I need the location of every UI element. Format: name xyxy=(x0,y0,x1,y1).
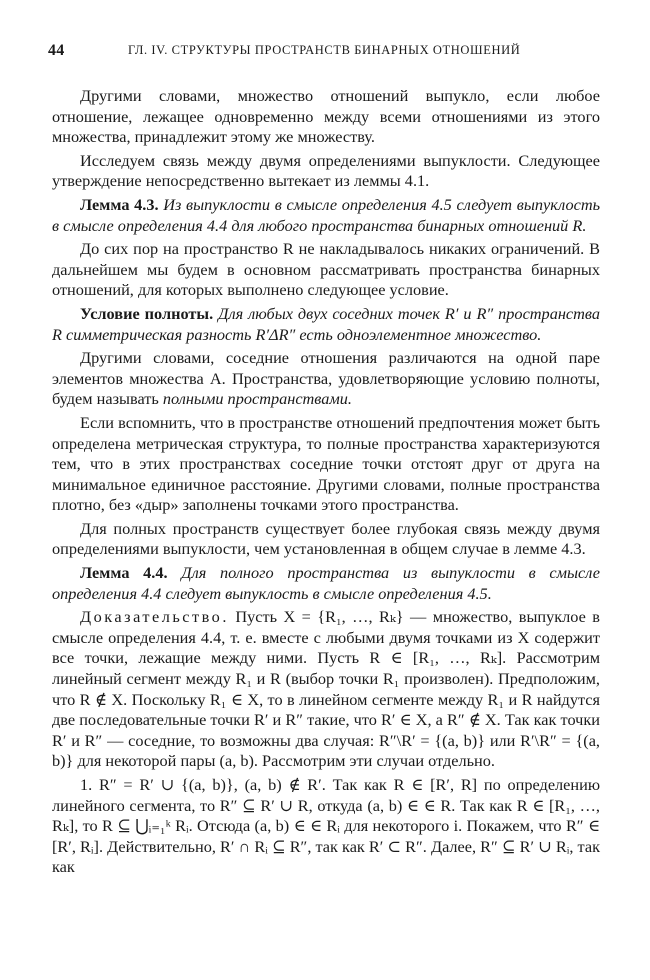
running-header xyxy=(48,42,602,66)
completeness-condition xyxy=(52,304,600,345)
lemma-statement: Из выпуклости в смысле определения 4.5 следует выпуклость в смысле определения 4.4 для любого пространства бинарных отношений R. xyxy=(52,194,600,235)
proof xyxy=(52,607,600,772)
page-body xyxy=(52,86,600,881)
condition-label: Условие полноты. xyxy=(80,303,214,323)
paragraph: Если вспомнить, что в пространстве отношений предпочтения может быть определена метрическая структура, то полные пространства характеризуются тем, что в этих пространствах соседние точки отстоят друг от друга на минимальное единичное расстояние. Другими словами, полные пространства плотно, без «дыр» заполнены точками этого пространства. xyxy=(52,412,600,515)
running-title: ГЛ. IV. СТРУКТУРЫ ПРОСТРАНСТВ БИНАРНЫХ ОТНОШЕНИЙ xyxy=(128,43,521,57)
page-number: 44 xyxy=(48,42,65,59)
paragraph: Исследуем связь между двумя определениями выпуклости. Следующее утверждение непосредственно вытекает из леммы 4.1. xyxy=(52,150,600,191)
proof-case-1: 1. R″ = R′ ∪ {(a, b)}, (a, b) ∉ R′. Так как R ∈ [R′, R] по определению линейного сегмента, то R″ ⊆ R′ ∪ R, откуда (a, b) ∈ ∈ R. Так как R ∈ [R₁, …, Rₖ], то R ⊆ ⋃ᵢ₌₁ᵏ Rᵢ. Отсюда (a, b) ∈ ∈ Rᵢ для некоторого i. Покажем, что R″ ∈ [R′, Rᵢ]. Действительно, R′ ∩ Rᵢ ⊆ R″, так как R′ ⊂ R″. Далее, R″ ⊆ R′ ∪ Rᵢ, так как xyxy=(52,775,600,877)
paragraph xyxy=(52,348,600,410)
lemma-4-3 xyxy=(52,195,600,236)
paragraph: Для полных пространств существует более глубокая связь между двумя определениями выпуклости, чем установленная в общем случае в лемме 4.3. xyxy=(52,518,600,559)
paragraph: Другими словами, множество отношений выпукло, если любое отношение, лежащее одновременно между всеми отношениями из этого множества, принадлежит этому же множеству. xyxy=(52,86,600,147)
condition-statement: Для любых двух соседних точек R′ и R″ пространства R симметрическая разность R′ΔR″ есть одноэлементное множество. xyxy=(52,303,600,344)
lemma-label: Лемма 4.3. xyxy=(80,194,159,214)
paragraph: До сих пор на пространство R не накладывалось никаких ограничений. В дальнейшем мы будем в основном рассматривать пространства бинарных отношений, для которых выполнено следующее условие. xyxy=(52,239,600,300)
defined-term: полными пространствами. xyxy=(162,389,353,409)
proof-text: Пусть X = {R₁, …, Rₖ} — множество, выпуклое в смысле определения 4.4, т. е. вместе с любыми двумя точками из X содержит все точки, лежащие между ними. Пусть R ∈ [R₁, …, Rₖ]. Рассмотрим линейный сегмент между R₁ и R (выбор точки R₁ произволен). Предположим, что R ∉ X. Поскольку R₁ ∈ X, то в линейном сегменте между R₁ и R найдутся две последовательные точки R′ и R″ такие, что R′ ∈ X, а R″ ∉ X. Так как точки R′ и R″ — соседние, то возможны два случая: R″\R′ = {(a, b)} или R′\R″ = {(a, b)} для некоторой пары (a, b). Рассмотрим эти случаи отдельно. xyxy=(52,607,600,771)
proof-label: Доказательство. xyxy=(80,607,229,627)
paragraph-text: Другими словами, соседние отношения различаются на одной паре элементов множества A. Пространства, удовлетворяющие условию полноты, будем называть xyxy=(52,348,600,409)
lemma-label: Лемма 4.4. xyxy=(80,563,168,583)
lemma-4-4 xyxy=(52,563,600,604)
lemma-statement: Для полного пространства из выпуклости в смысле определения 4.4 следует выпуклость в смысле определения 4.5. xyxy=(52,563,600,603)
